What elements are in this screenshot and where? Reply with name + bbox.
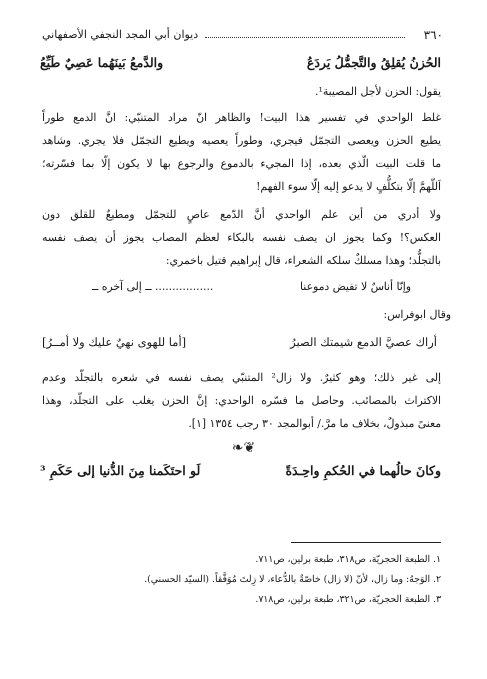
verse-second-hemistich: لَو احتَكَمنا مِنَ الدُّنيا إلى حَكَمِ ³: [40, 463, 201, 478]
quoted-verse: [42, 334, 441, 350]
poem-verse: [40, 463, 441, 481]
commentary-intro: يقول: الحزن لأجل المصيبة¹.: [315, 85, 441, 98]
commentary-line: ولا أدري من أين علم الواحدي أنَّ الدّمع عاصٍ للتجمّل ومطيعٌ للقلق دون: [42, 208, 441, 221]
quoted-first-hemistich: وإنّا أناسٌ لا تفيض دموعنا: [300, 280, 411, 293]
verse-second-hemistich: والدَّمعُ بَينَهُما عَصِيٌ طَيِّعُ: [40, 55, 164, 70]
commentary-line: غلط الواحدي في تفسير هذا البيت! والظاهر انّ مراد المتنبّي: انَّ الدمع طوراً: [42, 111, 441, 124]
commentary-line: معنىً مبذولٌ، بخلاف ما مرَّ./ أبوالمجد ٣٠ رجب ١٣٥٤ [١].: [188, 417, 441, 430]
quoted-first-hemistich: أراك عصيَّ الدمع شيمتك الصبرُ: [290, 335, 437, 349]
book-title: ديوان أبي المجد النجفي الأصفهاني: [42, 28, 199, 41]
quoted-second-hemistich: [أما للهوى نهيٌ عليك ولا أمــرُ]: [42, 335, 187, 349]
verse-first-hemistich: الحُزنُ يُقلِقُ والتَّجمُّلُ يَردَعُ: [306, 55, 441, 70]
commentary-line: بالتجلُّد؛ وهذا مسلكٌ سلكه الشعراء، قال إبراهيم قتيل باخمري:: [165, 254, 441, 267]
quoted-second-hemistich: ................. ــ إلى آخره ــ: [92, 280, 214, 293]
page-header: [42, 28, 443, 44]
footnote-separator: [291, 542, 441, 543]
commentary-line: اَللّهمَّ إلّا بتكلُّفٍ لا يدعو إليه إلّا سوء الفهم!: [256, 180, 441, 193]
poem-verse: [40, 55, 441, 73]
commentary-line: ما قلت البيت الّذي بعده، إذا المجيء بالدموع والرجوع بها لا يكون إلّا بما فسّرته؛: [42, 157, 441, 170]
commentary-line: إلى غير ذلك؛ وهو كثيرٌ. ولا زال² المتنبّي يصف نفسه في شعره بالتجلّد وعدم: [42, 371, 441, 384]
footnote: ٢. الوَجهُ: وما زال، لأنّ (لا زال) خاصّةٌ بالدُّعاء، لا زِلتَ مُوَفَّقاً. (السيّد الحسني).: [144, 574, 441, 585]
commentary-line: الاكتراث بالمصائب. وحاصل ما فسّره الواحدي: إنَّ الحزن يغلب على التجلّد، وهذا: [42, 394, 441, 407]
commentary-line: يطيع الحزن ويعصى التجمّل فيجري، وطوراً يعصيه ويطيع التجمّل فلا يجري. وشاهد: [42, 134, 441, 147]
footnote: ٣. الطبعة الحجريّة، ص٣٢١، طبعة برلين، ص٧١٨.: [255, 594, 441, 605]
page-number: ٣٦٠: [423, 28, 443, 42]
quote-attribution: وقال ابوفراس:: [383, 308, 451, 321]
section-ornament: ❦❧: [231, 440, 256, 456]
footnote: ١. الطبعة الحجريّة، ص٣١٨، طبعة برلين، ص٧١١.: [255, 554, 441, 565]
commentary-line: العكس؟! وكما يجوز ان يصف نفسه بالبكاء لعظم المصاب يجوز أن يصف نفسه: [42, 231, 441, 244]
quoted-verse: [42, 279, 441, 295]
header-dotted-leader: [205, 31, 405, 38]
verse-first-hemistich: وكانَ حالُهما في الحُكمِ واحِـدَةً: [285, 463, 441, 478]
